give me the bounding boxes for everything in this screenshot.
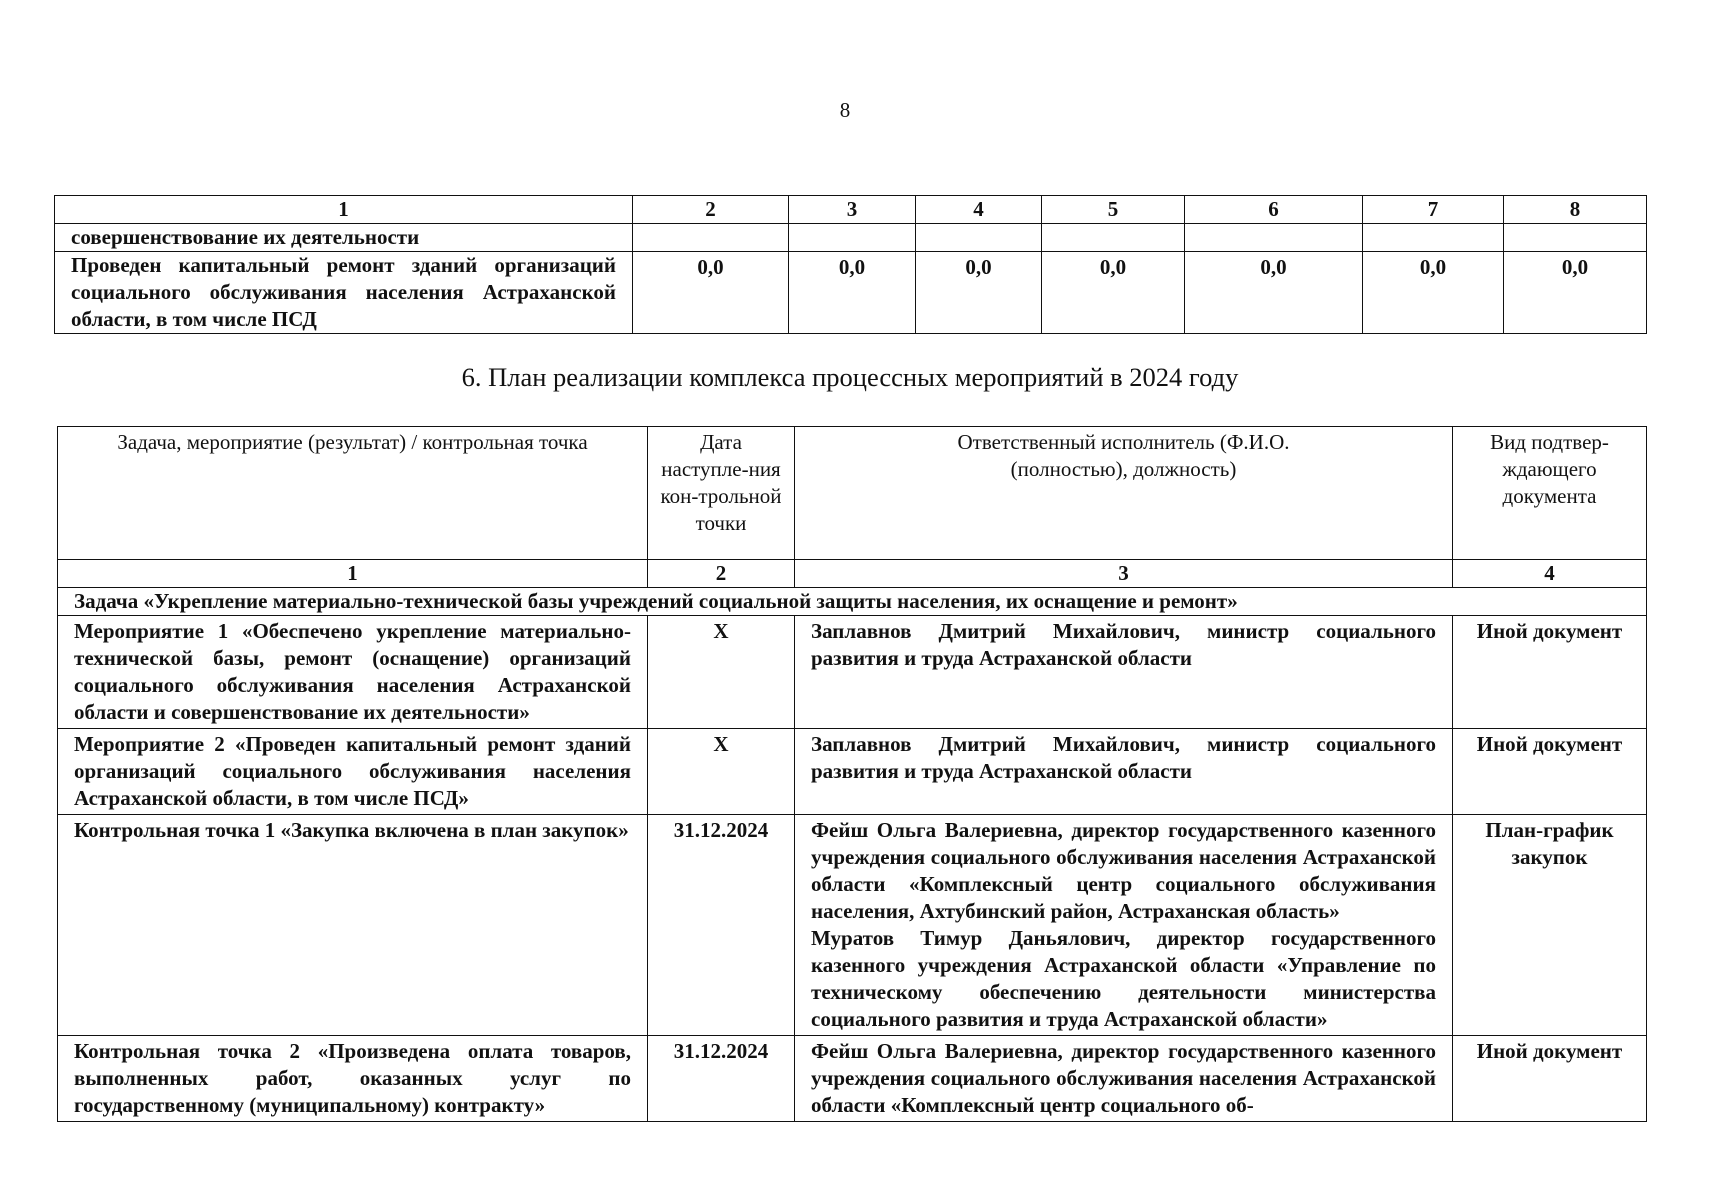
checkpoint-date: 31.12.2024 (648, 815, 795, 1036)
table-row (58, 729, 1647, 815)
empty-cell (1042, 224, 1185, 252)
column-number: 2 (648, 560, 795, 588)
executor-text: Фейш Ольга Валериевна, директор государственного казенного учреждения социального обслуживания населения Астраханской области «Комплексный центр социального обслуживания населения, Ахтубинский район, Астраханская область» (811, 818, 1436, 923)
column-number: 7 (1363, 196, 1504, 224)
column-number: 4 (1453, 560, 1647, 588)
table-row (58, 1036, 1647, 1122)
column-numbers-row (58, 560, 1647, 588)
continuation-row (55, 224, 1647, 252)
empty-cell (789, 224, 916, 252)
task-title: Задача «Укрепление материально-технической базы учреждений социальной защиты населения, их оснащение и ремонт» (58, 588, 1647, 616)
result-description: Проведен капитальный ремонт зданий организаций социального обслуживания населения Астраханской области, в том числе ПСД (55, 252, 633, 334)
document-type: Иной документ (1453, 616, 1647, 729)
checkpoint-name: Контрольная точка 2 «Произведена оплата товаров, выполненных работ, оказанных услуг по государственному (муниципальному) контракту» (58, 1036, 648, 1122)
implementation-plan-table (57, 426, 1647, 1122)
activity-name: Мероприятие 2 «Проведен капитальный ремонт зданий организаций социального обслуживания населения Астраханской области, в том числе ПСД» (58, 729, 648, 815)
responsible-executor (795, 1036, 1453, 1122)
continuation-text: совершенствование их деятельности (55, 224, 633, 252)
column-number: 3 (789, 196, 916, 224)
value-cell: 0,0 (916, 252, 1042, 334)
table-row (58, 616, 1647, 729)
document-type: План-график закупок (1453, 815, 1647, 1036)
header-row (58, 427, 1647, 560)
value-cell: 0,0 (1185, 252, 1363, 334)
empty-cell (633, 224, 789, 252)
page-number: 8 (839, 98, 851, 122)
value-cell: 0,0 (633, 252, 789, 334)
budget-row (55, 252, 1647, 334)
column-numbers-row (55, 196, 1647, 224)
activity-name: Мероприятие 1 «Обеспечено укрепление материально-технической базы, ремонт (оснащение) организаций социального обслуживания населения Астраханской области и совершенствование их деятельности» (58, 616, 648, 729)
checkpoint-date: X (648, 616, 795, 729)
responsible-executor (795, 729, 1453, 815)
section-title: 6. План реализации комплекса процессных мероприятий в 2024 году (461, 362, 1239, 392)
table-row (58, 815, 1647, 1036)
checkpoint-name: Контрольная точка 1 «Закупка включена в план закупок» (58, 815, 648, 1036)
document-type: Иной документ (1453, 1036, 1647, 1122)
column-number: 3 (795, 560, 1453, 588)
header-date: Дата наступле-ния кон-трольной точки (648, 427, 795, 560)
executor-text: Заплавнов Дмитрий Михайлович, министр социального развития и труда Астраханской области (811, 619, 1436, 670)
column-number: 6 (1185, 196, 1363, 224)
checkpoint-date: 31.12.2024 (648, 1036, 795, 1122)
executor-text: Фейш Ольга Валериевна, директор государственного казенного учреждения социального обслуживания населения Астраханской области «Комплексный центр социального об- (811, 1039, 1436, 1117)
task-row (58, 588, 1647, 616)
column-number: 5 (1042, 196, 1185, 224)
value-cell: 0,0 (1363, 252, 1504, 334)
value-cell: 0,0 (1504, 252, 1647, 334)
column-number: 8 (1504, 196, 1647, 224)
budget-table-continuation (54, 195, 1647, 334)
header-executor: Ответственный исполнитель (Ф.И.О. (полностью), должность) (795, 427, 1453, 560)
value-cell: 0,0 (1042, 252, 1185, 334)
document-type: Иной документ (1453, 729, 1647, 815)
checkpoint-date: X (648, 729, 795, 815)
empty-cell (1504, 224, 1647, 252)
executor-text-second: Муратов Тимур Даньялович, директор государственного казенного учреждения Астраханской области «Управление по техническому обеспечению деятельности министерства социального развития и труда Астраханской области» (811, 926, 1436, 1031)
empty-cell (1363, 224, 1504, 252)
value-cell: 0,0 (789, 252, 916, 334)
column-number: 4 (916, 196, 1042, 224)
column-number: 1 (55, 196, 633, 224)
empty-cell (916, 224, 1042, 252)
column-number: 1 (58, 560, 648, 588)
responsible-executor (795, 815, 1453, 1036)
responsible-executor (795, 616, 1453, 729)
column-number: 2 (633, 196, 789, 224)
header-task: Задача, мероприятие (результат) / контрольная точка (58, 427, 648, 560)
executor-text: Заплавнов Дмитрий Михайлович, министр социального развития и труда Астраханской области (811, 732, 1436, 783)
empty-cell (1185, 224, 1363, 252)
header-document: Вид подтвер-ждающего документа (1453, 427, 1647, 560)
